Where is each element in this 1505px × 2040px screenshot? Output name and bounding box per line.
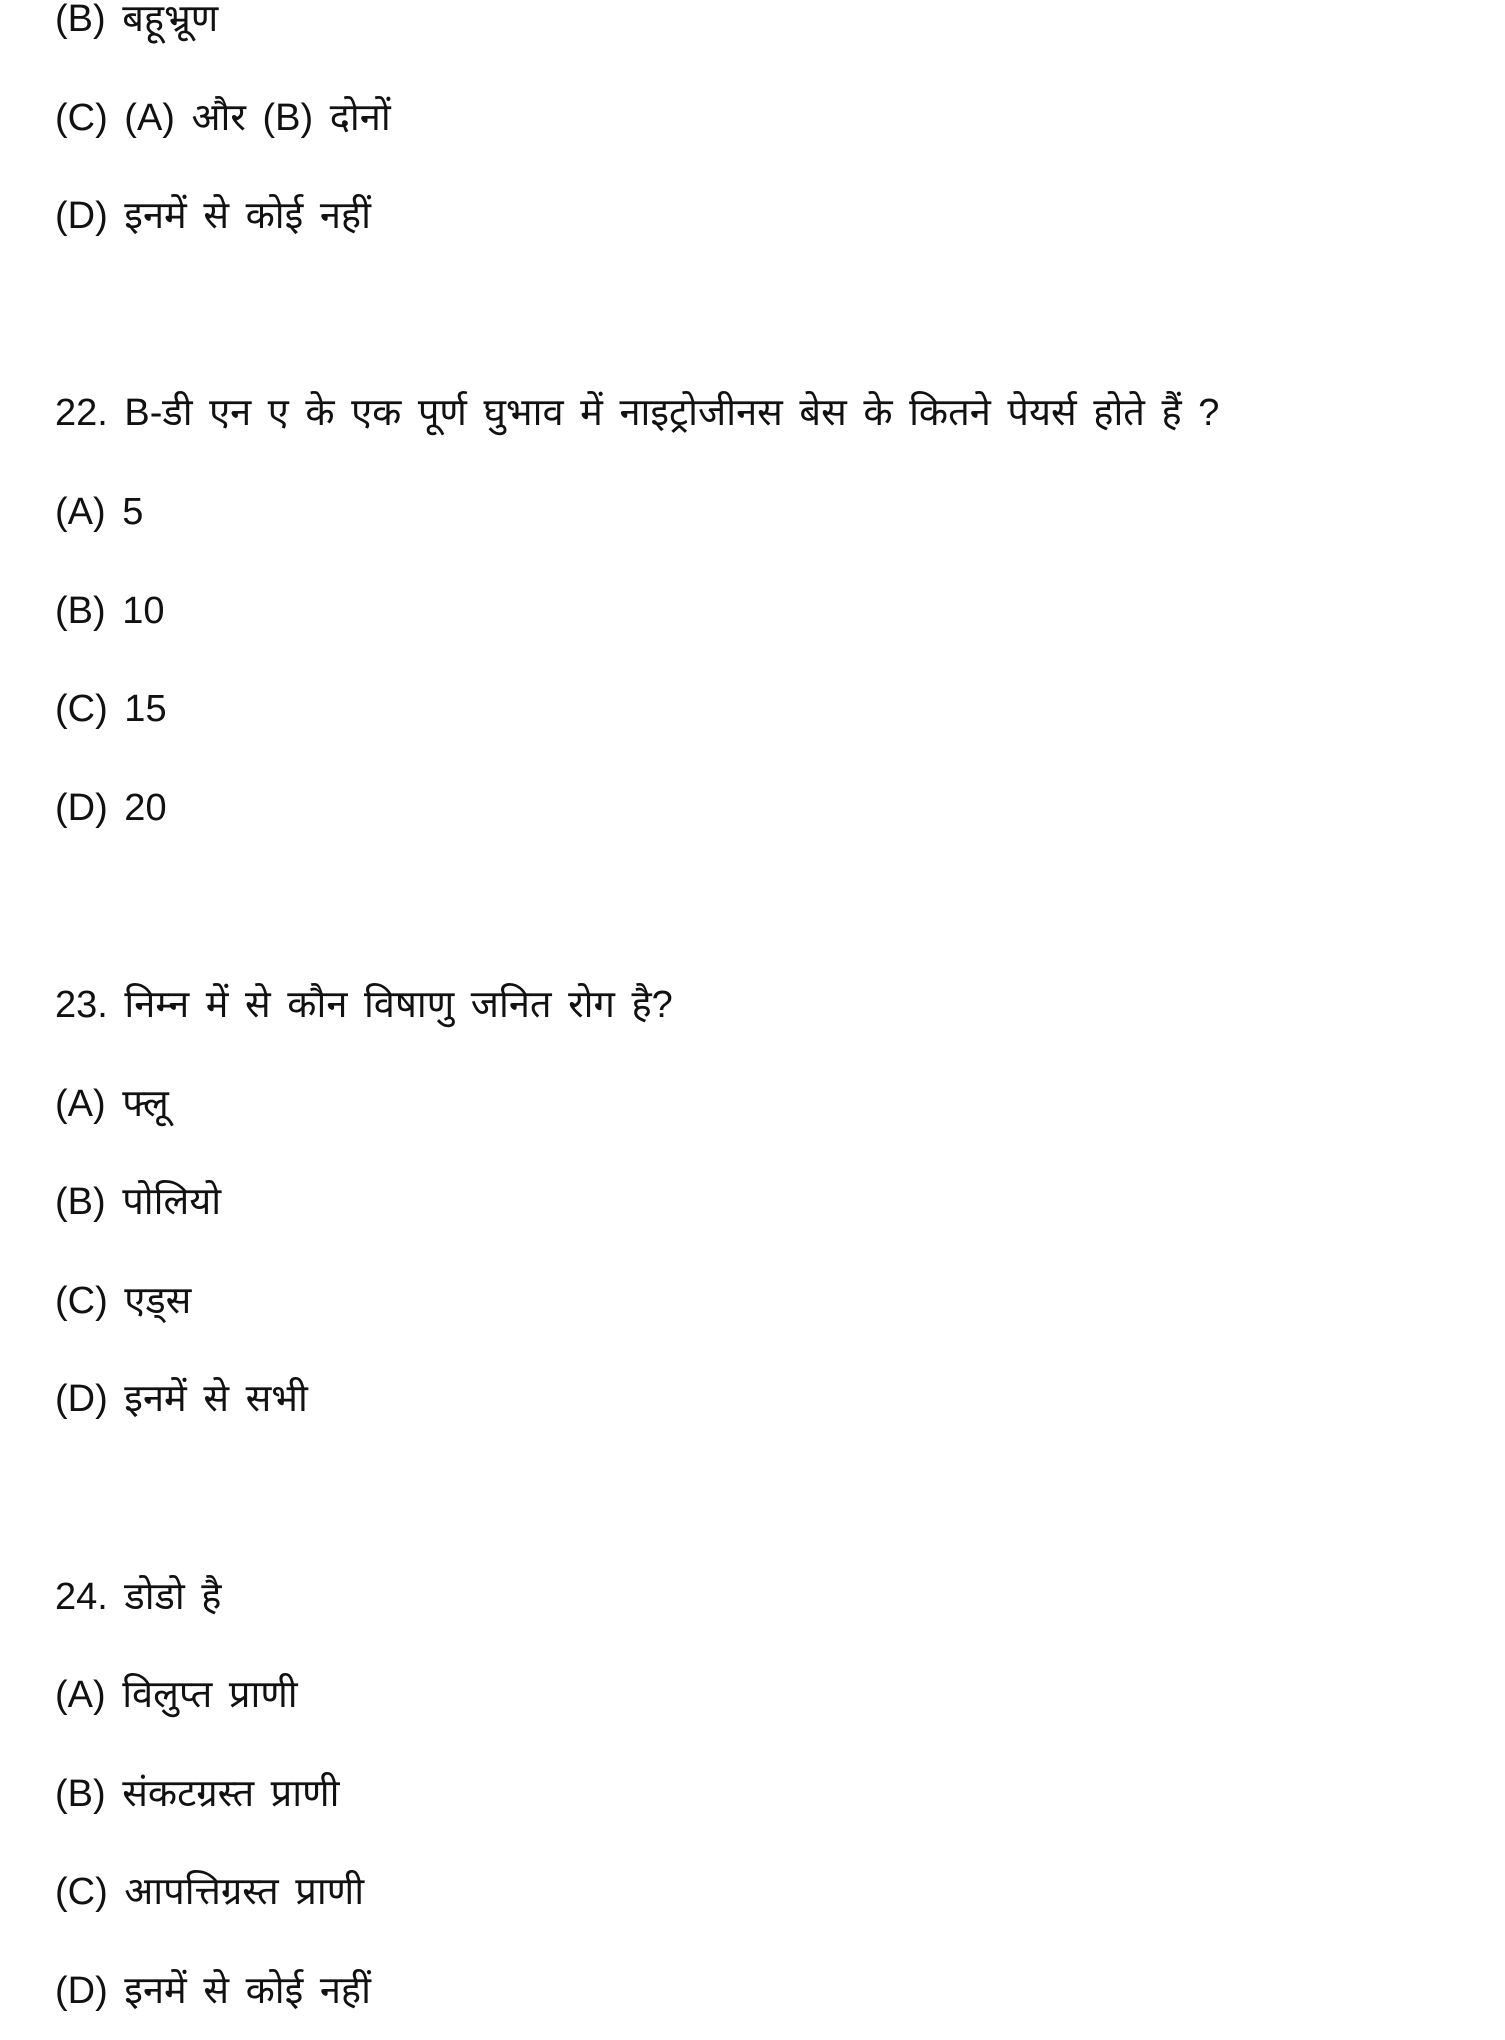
option-a: (A) विलुप्त प्राणी <box>55 1646 1505 1745</box>
question-22 <box>55 364 1505 857</box>
option-c: (C) (A) और (B) दोनों <box>55 69 1505 168</box>
question-24 <box>55 1548 1505 2040</box>
option-c: (C) आपत्तिग्रस्त प्राणी <box>55 1843 1505 1942</box>
option-b: (B) 10 <box>55 562 1505 661</box>
option-a: (A) 5 <box>55 463 1505 562</box>
question-text: 24. डोडो है <box>55 1548 1505 1647</box>
option-b: (B) पोलियो <box>55 1153 1505 1252</box>
option-d: (D) इनमें से कोई नहीं <box>55 1942 1505 2040</box>
option-d: (D) इनमें से सभी <box>55 1350 1505 1449</box>
question-text: 23. निम्न में से कौन विषाणु जनित रोग है? <box>55 956 1505 1055</box>
option-c: (C) 15 <box>55 660 1505 759</box>
option-b: (B) बहूभ्रूण <box>55 0 1505 69</box>
question-23 <box>55 956 1505 1449</box>
option-d: (D) 20 <box>55 759 1505 858</box>
option-d: (D) इनमें से कोई नहीं <box>55 167 1505 266</box>
question-page <box>55 0 1505 2040</box>
option-c: (C) एड्स <box>55 1252 1505 1351</box>
question-21-continued <box>55 0 1505 266</box>
option-a: (A) फ्लू <box>55 1055 1505 1154</box>
question-text: 22. B-डी एन ए के एक पूर्ण घुभाव में नाइट्रोजीनस बेस के कितने पेयर्स होते हैं ? <box>55 364 1505 463</box>
option-b: (B) संकटग्रस्त प्राणी <box>55 1745 1505 1844</box>
